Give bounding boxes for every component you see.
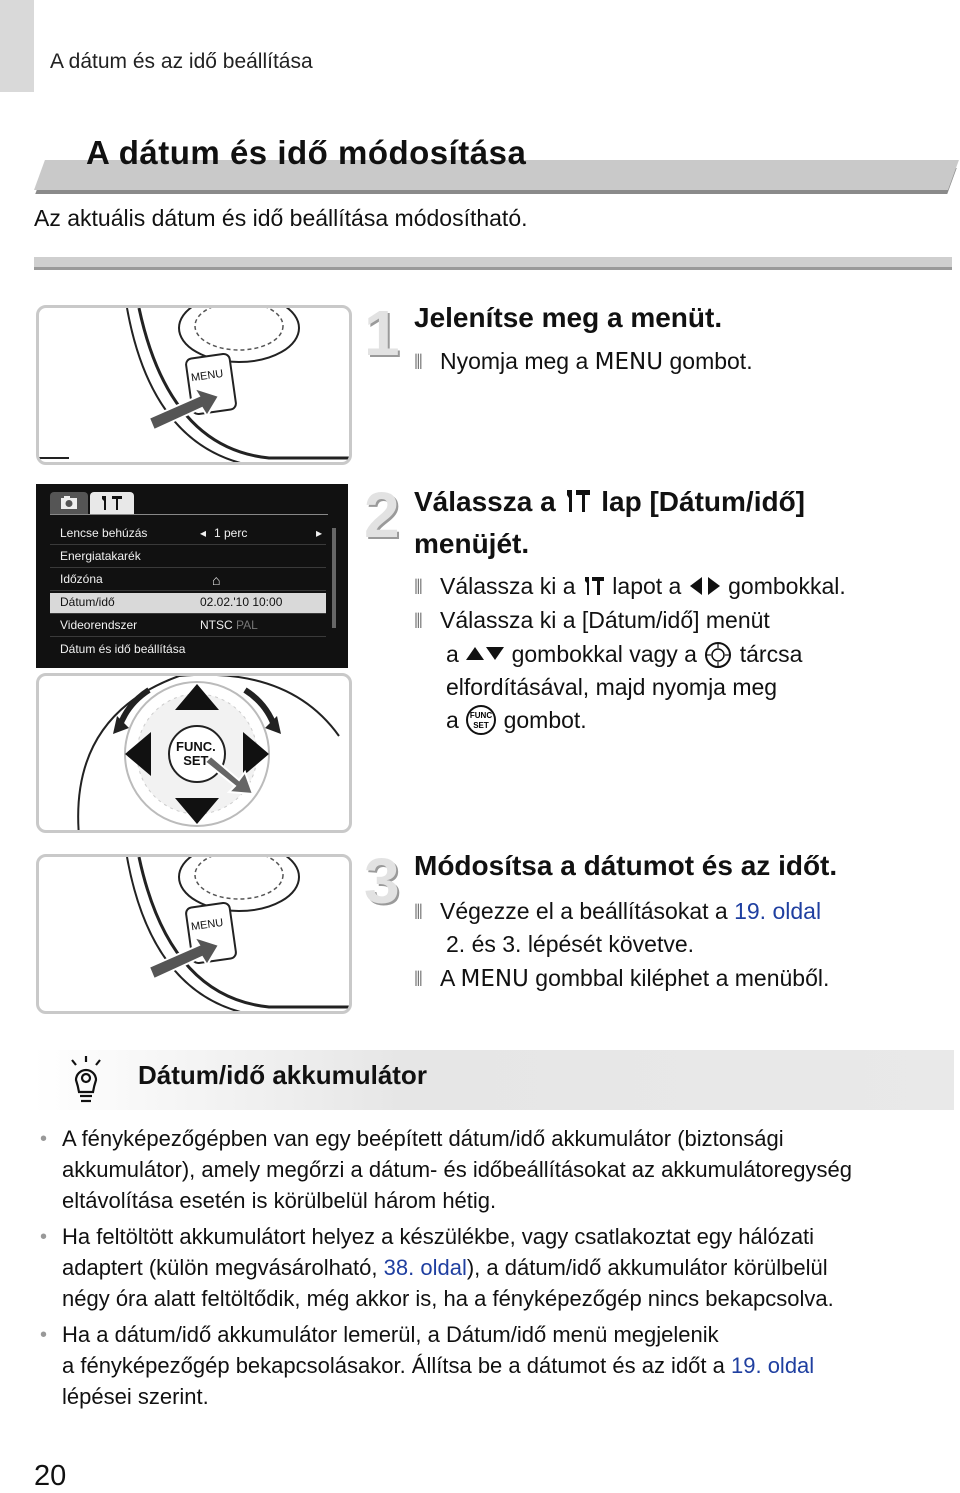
bullet-marker-icon: ⦀ [414, 969, 421, 991]
illustration-menu-button-exit [36, 854, 352, 1014]
home-icon: ⌂ [212, 572, 221, 588]
setup-tab-icon [582, 575, 606, 597]
lightbulb-icon [64, 1054, 108, 1106]
running-header: A dátum és az idő beállítása [50, 50, 313, 73]
bullet-marker-icon: ⦀ [414, 902, 421, 924]
bullet-dot-icon: • [40, 1226, 48, 1248]
step-bullet: ⦀ Válassza ki a lapot a gombokkal. [414, 570, 846, 605]
page-corner-tab [0, 0, 34, 92]
left-right-buttons-icon [688, 575, 722, 597]
screen-row: Energiatakarék [50, 547, 326, 568]
tip-item: A fényképezőgépben van egy beépített dátum/idő akkumulátor (biztonsági akkumulátor), amely megőrzi a dátum- és időbeállításokat az akkumulátoregység eltávolítása esetén is körülbelül három hétig. [62, 1126, 852, 1213]
step-number: 2 [364, 479, 400, 551]
bullet-marker-icon: ⦀ [414, 611, 421, 633]
section-title: A dátum és idő módosítása [86, 134, 527, 171]
step-bullet-cont: elfordításával, majd nyomja meg [446, 674, 778, 700]
step-title: Válassza a lap [Dátum/idő] [414, 486, 805, 517]
step-bullet-cont: a gombokkal vagy a tárcsa [446, 638, 802, 671]
control-dial-icon [703, 640, 733, 670]
bullet-dot-icon: • [40, 1324, 48, 1346]
menu-button-label: MENU [190, 367, 225, 385]
svg-text:FUNC: FUNC [470, 711, 493, 720]
menu-key-label: MENU [594, 349, 664, 375]
step-title: Jelenítse meg a menüt. [414, 302, 723, 333]
step-bullet: ⦀ Végezze el a beállításokat a 19. oldal [414, 895, 821, 930]
svg-text:SET: SET [473, 721, 489, 730]
step-bullet-cont: 2. és 3. lépését követve. [446, 931, 695, 957]
camera-back-illustration [39, 857, 349, 1011]
camera-icon [50, 492, 88, 514]
setup-tab-icon [563, 488, 593, 514]
screen-row-selected: Dátum/idő 02.02.'10 10:00 [50, 593, 326, 614]
page-link[interactable]: 19. oldal [734, 898, 822, 924]
screen-row: Időzóna ⌂ [50, 570, 326, 591]
section-divider [34, 257, 952, 270]
step-title: Módosítsa a dátumot és az időt. [414, 850, 838, 881]
tip-item: Ha feltöltött akkumulátort helyez a készülékbe, vagy csatlakoztat egy hálózati adaptert (külön megvásárolható, 38. oldal), a dátum/idő akkumulátor körülbelül négy óra alatt feltöltődik, még akkor is, ha a fényképezőgép nincs bekapcsolva. [62, 1224, 834, 1311]
step-bullet-cont: a FUNC SET gombot. [446, 704, 587, 737]
camera-menu-screen [36, 484, 348, 668]
page-link[interactable]: 38. oldal [383, 1255, 467, 1280]
step-bullet: ⦀ Válassza ki a [Dátum/idő] menüt [414, 604, 770, 639]
func-set-button-icon [465, 704, 497, 736]
step-bullet: ⦀ A MENU gombbal kiléphet a menüből. [414, 962, 829, 997]
tip-item: Ha a dátum/idő akkumulátor lemerül, a Dátum/idő menü megjelenik a fényképezőgép bekapcsolásakor. Állítsa be a dátumot és az időt a 19. oldal lépései szerint. [62, 1322, 815, 1409]
page-link[interactable]: 19. oldal [731, 1353, 815, 1378]
camera-back-illustration [39, 308, 349, 462]
menu-button-label: MENU [190, 916, 225, 934]
setup-tab [90, 492, 134, 514]
step-title-line2: menüjét. [414, 528, 530, 559]
bullet-marker-icon: ⦀ [414, 577, 421, 599]
page-number: 20 [34, 1460, 67, 1492]
tip-title: Dátum/idő akkumulátor [138, 1060, 427, 1090]
screen-row: Lencse behúzás ◂ 1 perc ▸ [50, 524, 326, 545]
func-set-button-label: FUNC. SET [176, 739, 216, 768]
bullet-dot-icon: • [40, 1128, 48, 1150]
bullet-marker-icon: ⦀ [414, 352, 421, 374]
step-bullet: ⦀ Nyomja meg a MENU gombot. [414, 345, 753, 380]
menu-key-label: MENU [460, 966, 529, 992]
screen-scrollbar [332, 528, 336, 628]
step-number: 3 [364, 845, 400, 917]
illustration-control-dial [36, 673, 352, 833]
screen-footer: Dátum és idő beállítása [60, 642, 186, 656]
illustration-menu-button [36, 305, 352, 465]
screen-row: Videorendszer NTSC PAL [50, 616, 326, 637]
wrench-hammer-icon [90, 492, 134, 514]
step-number: 1 [364, 297, 400, 369]
camera-tab [50, 492, 88, 514]
section-intro: Az aktuális dátum és idő beállítása módosítható. [34, 205, 528, 231]
up-down-buttons-icon [465, 644, 505, 664]
